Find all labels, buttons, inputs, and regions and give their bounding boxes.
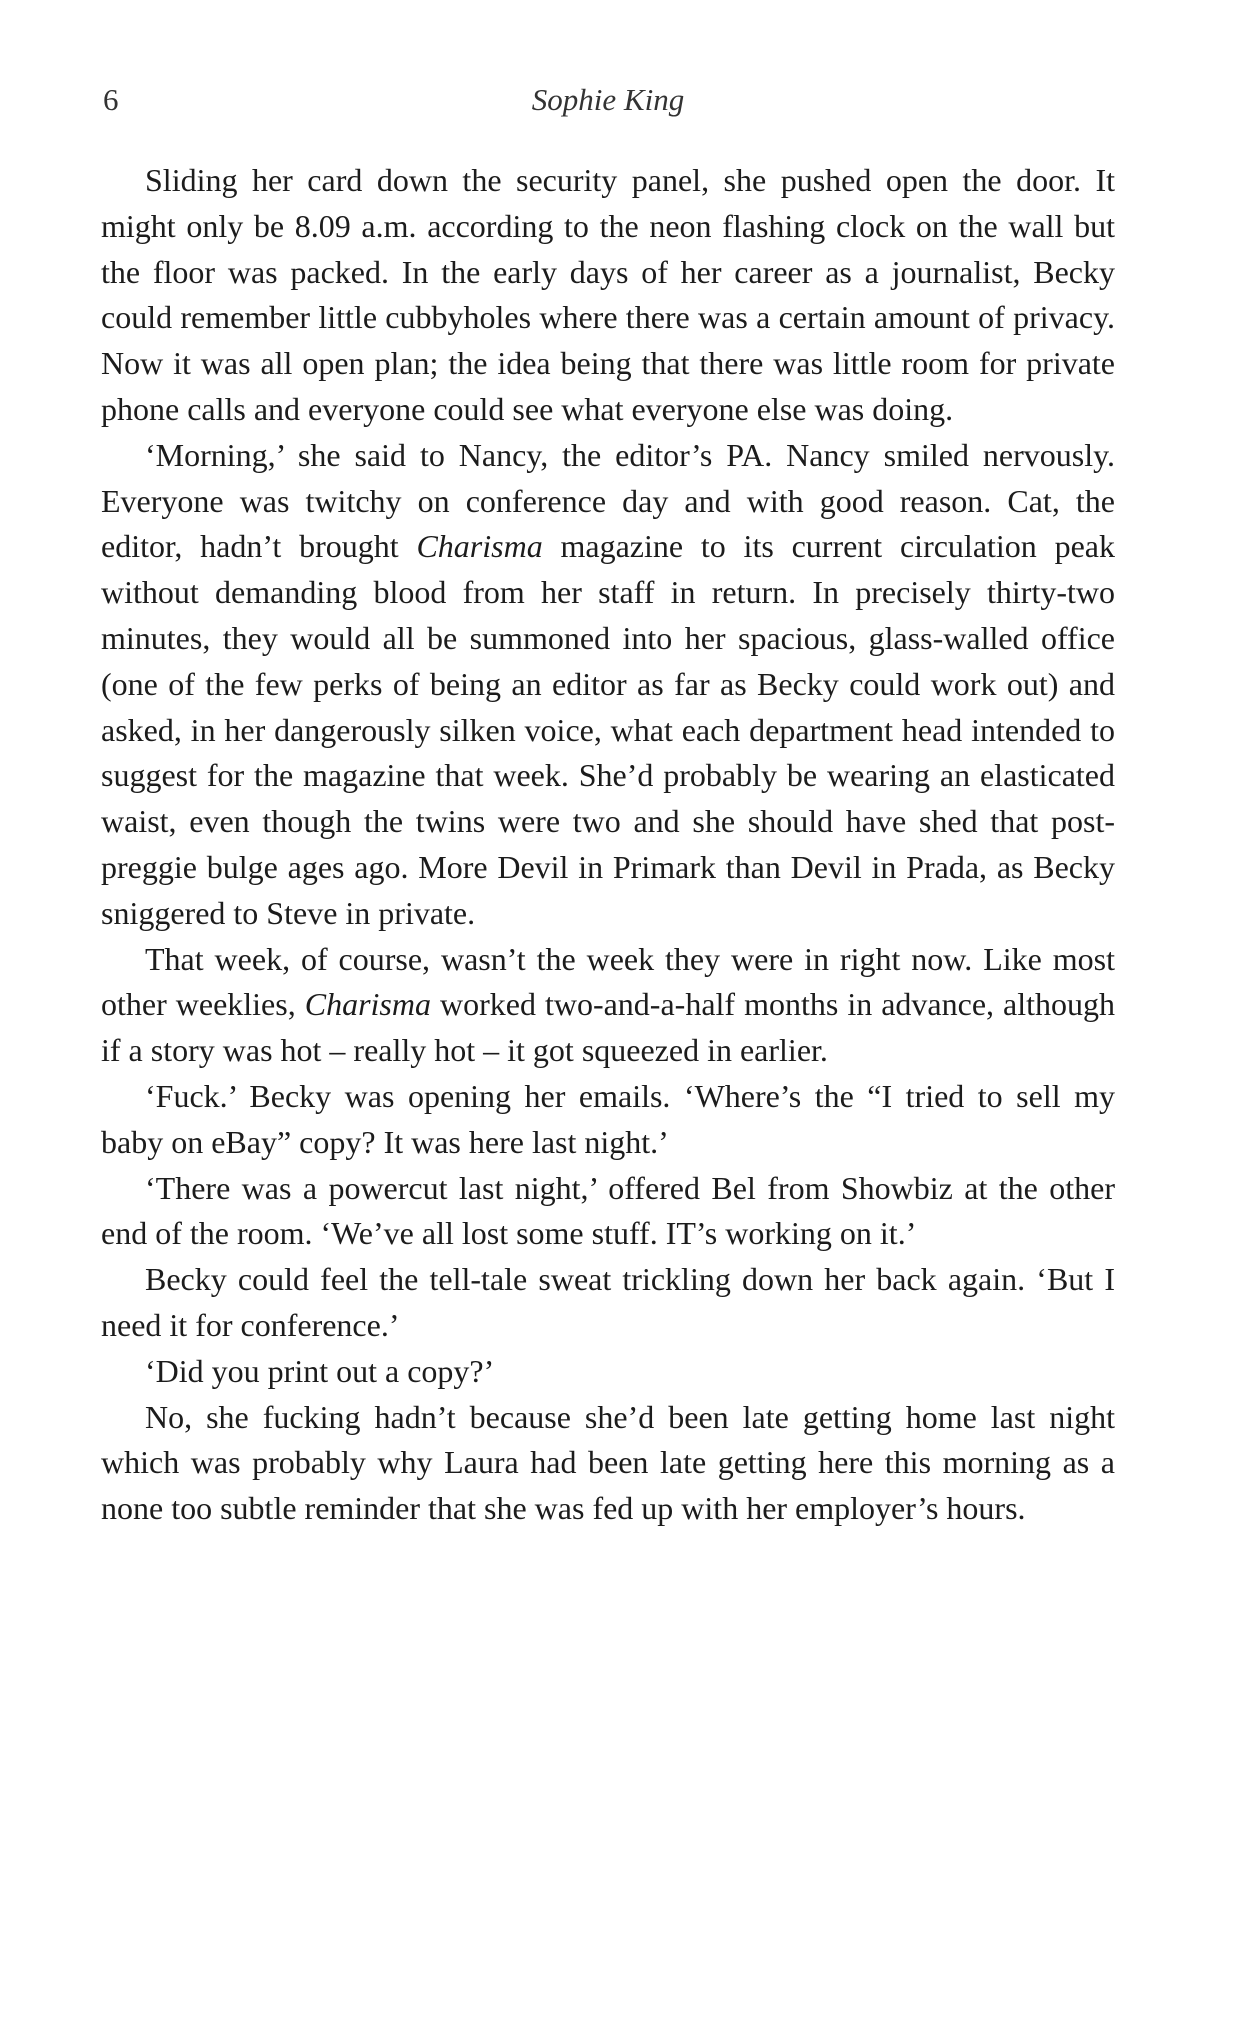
running-head <box>103 76 1113 124</box>
paragraph: ‘Did you print out a copy?’ <box>145 1352 495 1389</box>
paragraph: Becky could feel the tell-tale sweat trickling down her back again. ‘But I need it for conference.’ <box>101 1261 1115 1343</box>
magazine-title: Charisma <box>304 986 431 1023</box>
running-title: Sophie King <box>531 82 685 117</box>
paragraph: Sliding her card down the security panel, she pushed open the door. It might only be 8.09 a.m. according to the neon flashing clock on the wall but the floor was packed. In the early days of her career as a journalist, Becky could remember little cubbyholes where there was a certain amount of privacy. Now it was all open plan; the idea being that there was little room for private phone calls and everyone could see what everyone else was doing. <box>101 162 1115 427</box>
paragraph: No, she fucking hadn’t because she’d been late getting home last night which was probably why Laura had been late getting here this morning as a none too subtle reminder that she was fed up with her employer’s hours. <box>101 1398 1115 1527</box>
paragraph <box>101 937 1115 1074</box>
page-number: 6 <box>103 82 119 117</box>
text-span: magazine to its current circulation peak without demanding blood from her staff in return. In precisely thirty-two minutes, they would all be summoned into her spacious, glass-walled office (one of the few perks of being an editor as far as Becky could work out) and asked, in her dangerously silken voice, what each department head intended to suggest for the magazine that week. She’d probably be wearing an elasticated waist, even though the twins were two and she should have shed that post-preggie bulge ages ago. More Devil in Primark than Devil in Prada, as Becky sniggered to Steve in private. <box>101 528 1116 931</box>
body-text <box>101 158 1115 1532</box>
text-span: ‘Morning,’ she said to Nancy, the editor’s PA. Nancy smiled nervously. Everyone was twitchy on conference day and with good reason. Cat, the editor, hadn’t brought <box>101 436 1115 565</box>
text-span: worked two-and-a-half months in advance, although if a story was hot – really hot – it got squeezed in earlier. <box>101 986 1116 1069</box>
paragraph: ‘There was a powercut last night,’ offered Bel from Showbiz at the other end of the room. ‘We’ve all lost some stuff. IT’s working on it.’ <box>101 1169 1115 1252</box>
text-span: That week, of course, wasn’t the week they were in right now. Like most other weeklies, <box>101 940 1115 1023</box>
paragraph: ‘Fuck.’ Becky was opening her emails. ‘Where’s the “I tried to sell my baby on eBay” copy? It was here last night.’ <box>101 1077 1115 1160</box>
paragraph <box>101 433 1115 937</box>
magazine-title: Charisma <box>416 528 543 565</box>
